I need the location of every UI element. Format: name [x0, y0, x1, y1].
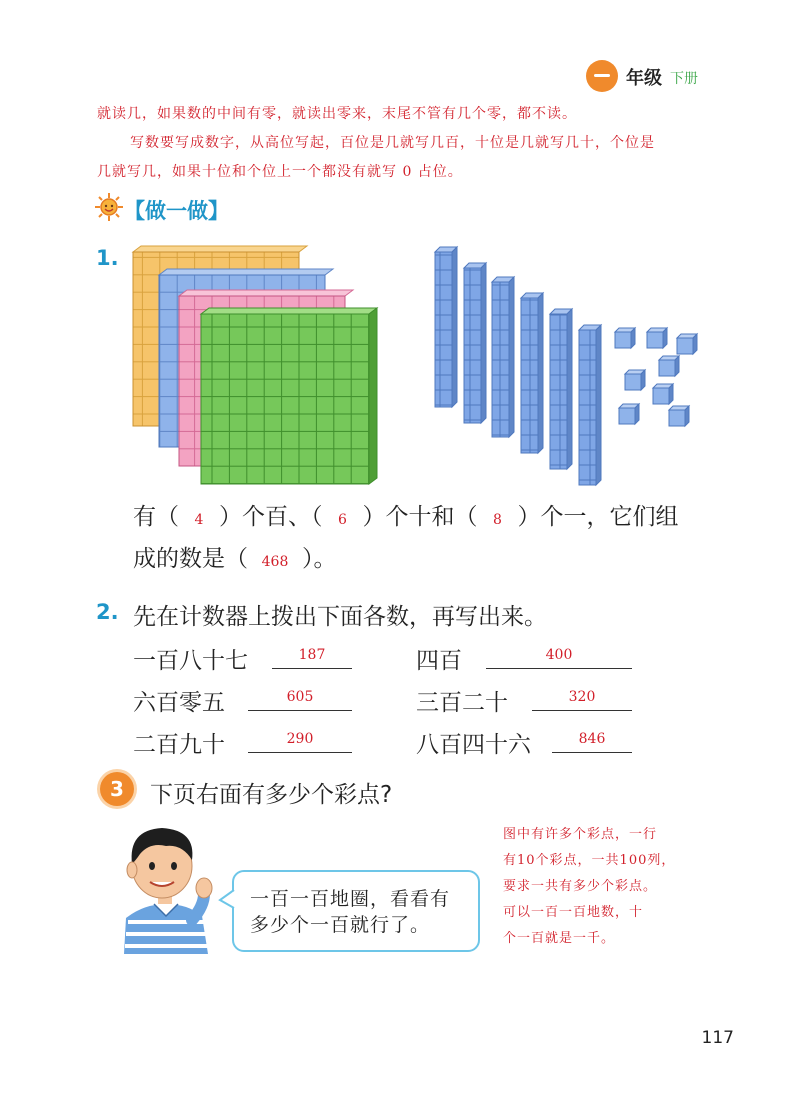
question-2-prompt: 先在计数器上拨出下面各数，再写出来。	[133, 604, 547, 630]
side-note	[503, 822, 675, 952]
bubble-tail	[218, 888, 236, 910]
q1-answer-ones: 8	[493, 512, 502, 528]
q1-answer-hundreds: 4	[194, 512, 204, 528]
question-1-sentence-line-1	[133, 498, 679, 531]
question-2-number: 2.	[96, 600, 119, 624]
volume-label: 下册	[670, 71, 698, 87]
question-3-prompt: 下页右面有多少个彩点?	[150, 782, 393, 808]
q1-text-4: ）个一，它们组	[517, 504, 679, 530]
q1-answer-tens: 6	[338, 512, 347, 528]
note-line-3: 几就写几，如果十位和个位上一个都没有就写 0 占位。	[97, 164, 463, 180]
q1-text-6: ）。	[302, 546, 337, 572]
q2-item-answer: 187	[272, 644, 352, 669]
q2-item-answer: 846	[552, 728, 632, 753]
q1-answer-total: 468	[261, 554, 289, 570]
q1-text-2: ）个百、（	[219, 504, 323, 530]
q2-item-words: 一百八十七	[133, 648, 248, 674]
question-1-number: 1.	[96, 246, 119, 270]
boy-illustration	[104, 820, 230, 954]
hundred-flat-green	[201, 308, 377, 484]
sun-icon	[94, 192, 124, 222]
q2-item-words: 八百四十六	[416, 732, 531, 758]
bubble-line-2: 多少个一百就行了。	[250, 914, 431, 936]
question-3-badge: 3	[100, 772, 134, 806]
bubble-line-1: 一百一百地圈，看看有	[250, 888, 451, 910]
q1-text-5: 成的数是（	[133, 546, 248, 572]
q2-item-words: 六百零五	[133, 690, 225, 716]
q1-text-1: 有（	[133, 504, 179, 530]
q2-item-answer: 320	[532, 686, 632, 711]
q1-text-3: ）个十和（	[362, 504, 478, 530]
side-note-line: 可以一百一百地数，十	[503, 905, 644, 920]
q2-item-answer: 400	[486, 644, 632, 669]
speech-bubble	[232, 870, 480, 952]
base-ten-blocks	[125, 240, 715, 490]
question-1-sentence-line-2	[133, 540, 337, 573]
grade-badge-icon	[586, 60, 618, 92]
note-line-1: 就读几，如果数的中间有零，就读出零来，末尾不管有几个零，都不读。	[97, 106, 577, 122]
side-note-line: 要求一共有多少个彩点。	[503, 879, 658, 894]
ten-rods	[435, 247, 601, 485]
unit-cubes	[615, 328, 697, 426]
side-note-line: 有10个彩点，一共100列，	[503, 853, 676, 868]
page-number: 117	[701, 1028, 734, 1048]
side-note-line: 个一百就是一千。	[503, 931, 616, 946]
note-line-2: 写数要写成数字，从高位写起，百位是几就写几百，十位是几就写几十，个位是	[130, 135, 655, 151]
q2-item-answer: 290	[248, 728, 352, 753]
grade-label: 年级	[626, 68, 662, 89]
q2-item-words: 二百九十	[133, 732, 225, 758]
q2-item-words: 四百	[416, 648, 462, 674]
section-title: 【做一做】	[124, 199, 229, 223]
side-note-line: 图中有许多个彩点，一行	[503, 827, 658, 842]
q2-item-answer: 605	[248, 686, 352, 711]
q2-item-words: 三百二十	[416, 690, 508, 716]
